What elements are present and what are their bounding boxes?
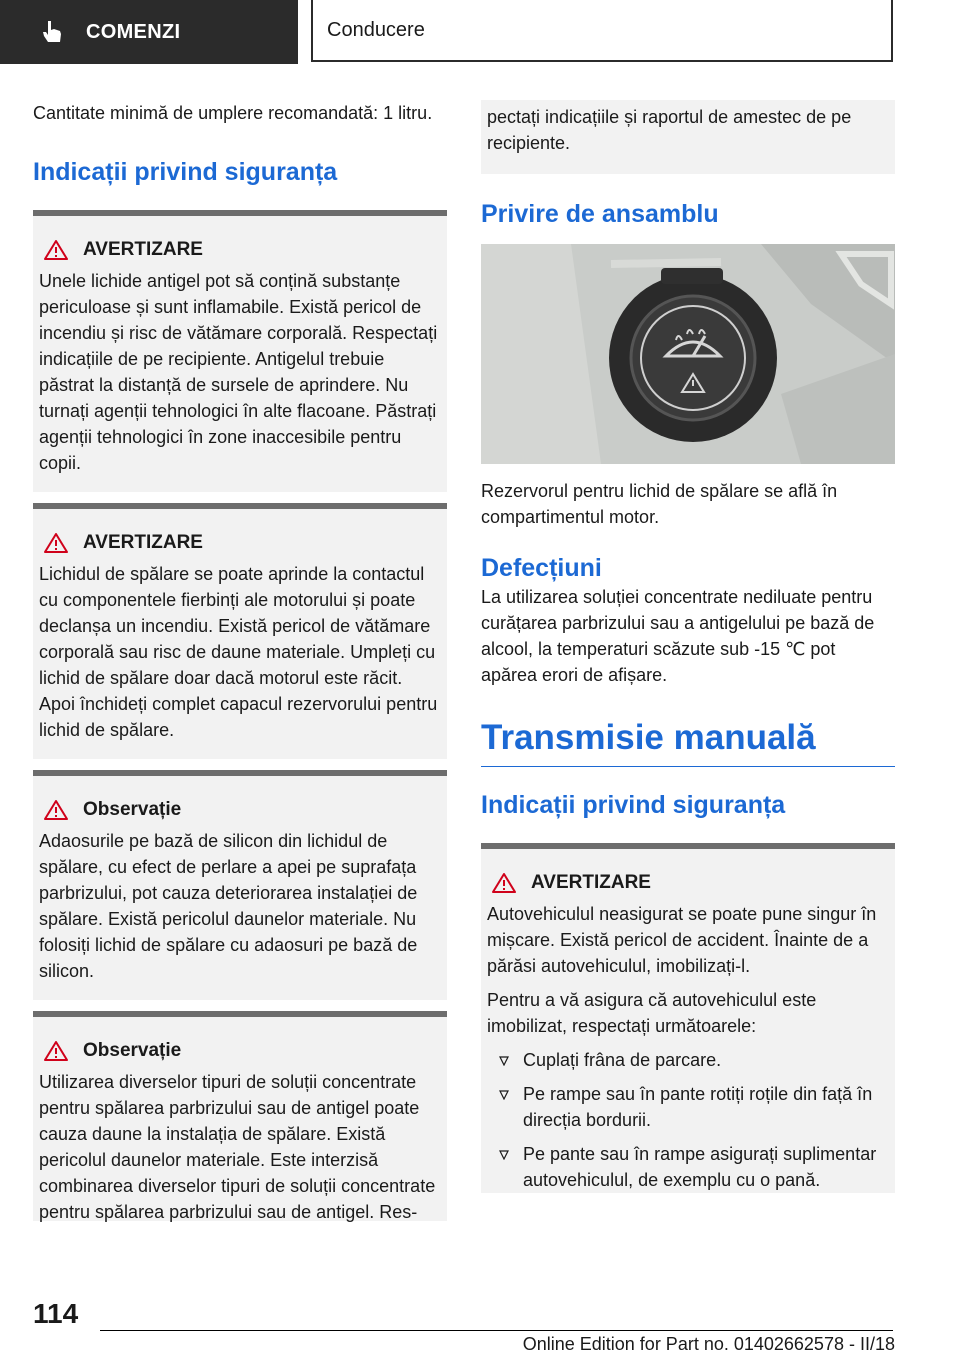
box-text: pectați indicațiile și raportul de amestec de pe recipiente. bbox=[487, 107, 852, 153]
right-column bbox=[481, 100, 895, 1193]
note-triangle-icon bbox=[43, 799, 69, 821]
box-text: Utilizarea diverselor tipuri de soluții concentrate pentru spălarea parbrizului sau de antigel poate cauza daune la instalația de spălare. Există pericolul daunelor materiale. Este interzisă combinarea diverselor tipuri de soluții concentrate pentru spălarea parbrizului sau de antigel. Res- bbox=[39, 1072, 436, 1222]
faults-text: La utilizarea soluției concentrate nediluate pentru curățarea parbrizului sau a antigelului pe bază de alcool, la temperaturi scăzute sub -15 ℃ pot apărea erori de afișare. bbox=[481, 587, 875, 685]
note-box-continued bbox=[481, 100, 895, 174]
bullet-triangle-icon bbox=[499, 1090, 509, 1100]
edition-text: Online Edition for Part no. 01402662578 - II/18 bbox=[522, 1334, 895, 1354]
page-number: 114 bbox=[33, 1298, 79, 1329]
photo-caption: Rezervorul pentru lichid de spălare se află în compartimentul motor. bbox=[481, 481, 838, 527]
heading-overview: Privire de ansamblu bbox=[481, 200, 719, 228]
warning-triangle-icon bbox=[491, 872, 517, 894]
box-text: Adaosurile pe bază de silicon din lichidul de spălare, cu efect de perlare a apei pe suprafața parbrizului, pot cauza deteriorarea instalației de spălare. Există pericolul daunelor materiale. Nu folosiți lichid de spălare cu adaosuri pe bază de silicon. bbox=[39, 831, 418, 981]
box-title: AVERTIZARE bbox=[83, 532, 203, 553]
warning-triangle-icon bbox=[43, 532, 69, 554]
list-item: Pe pante sau în rampe asigurați suplimentar autovehiculul, de exemplu cu o pană. bbox=[487, 1141, 887, 1193]
box-title: Observație bbox=[83, 799, 182, 820]
warning-box-antifreeze bbox=[33, 210, 447, 492]
instruction-list bbox=[487, 1047, 887, 1193]
box-text: Pentru a vă asigura că autovehiculul este imobilizat, respectați următoarele: bbox=[487, 990, 817, 1036]
heading-safety: Indicații privind siguranța bbox=[33, 158, 338, 186]
box-title: AVERTIZARE bbox=[531, 872, 651, 893]
box-title: Observație bbox=[83, 1040, 182, 1061]
warning-triangle-icon bbox=[43, 239, 69, 261]
note-box-concentrates bbox=[33, 1011, 447, 1221]
box-text: Lichidul de spălare se poate aprinde la contactul cu componentele fierbinți ale motorului și poate declanșa un incendiu. Există pericol de vătămare corporală sau risc de daune materiale. Umpleți cu lichid de spălare doar dacă motorul este răcit. Apoi închideți complet capacul rezervorului pentru lichid de spălare. bbox=[39, 564, 438, 740]
box-title: AVERTIZARE bbox=[83, 239, 203, 260]
hand-pointer-icon bbox=[38, 18, 66, 46]
list-item: Pe rampe sau în pante rotiți roțile din față în direcția bordurii. bbox=[487, 1081, 887, 1133]
warning-box-parking bbox=[481, 843, 895, 1193]
section-title: COMENZI bbox=[86, 20, 181, 43]
warning-box-washer-fluid bbox=[33, 503, 447, 759]
washer-reservoir-photo bbox=[481, 244, 895, 464]
bullet-triangle-icon bbox=[499, 1150, 509, 1160]
chapter-tab bbox=[311, 0, 893, 62]
note-box-silicone bbox=[33, 770, 447, 1000]
left-column bbox=[33, 100, 447, 1221]
box-text: Autovehiculul neasigurat se poate pune singur în mișcare. Există pericol de accident. Înainte de a părăsi autovehiculul, imobilizați-l. bbox=[487, 904, 877, 976]
bullet-triangle-icon bbox=[499, 1056, 509, 1066]
heading-faults: Defecțiuni bbox=[481, 554, 602, 582]
box-text: Unele lichide antigel pot să conțină substanțe periculoase și sunt inflamabile. Există pericol de incendiu și risc de vătămare corporală. Respectați indicațiile de pe recipiente. Antigelul trebuie păstrat la distanță de sursele de aprindere. Nu turnați agenții tehnologici în alte flacoane. Păstrați agenții tehnologici în zone inaccesibile pentru copii. bbox=[39, 271, 438, 473]
note-triangle-icon bbox=[43, 1040, 69, 1062]
chapter-title: Conducere bbox=[327, 18, 425, 41]
list-item: Cuplați frâna de parcare. bbox=[487, 1047, 887, 1073]
heading-transmission: Transmisie manuală bbox=[481, 718, 816, 757]
section-tab bbox=[0, 0, 298, 64]
heading-safety-transmission: Indicații privind siguranța bbox=[481, 791, 786, 819]
intro-text: Cantitate minimă de umplere recomandată: 1 litru. bbox=[33, 103, 433, 123]
